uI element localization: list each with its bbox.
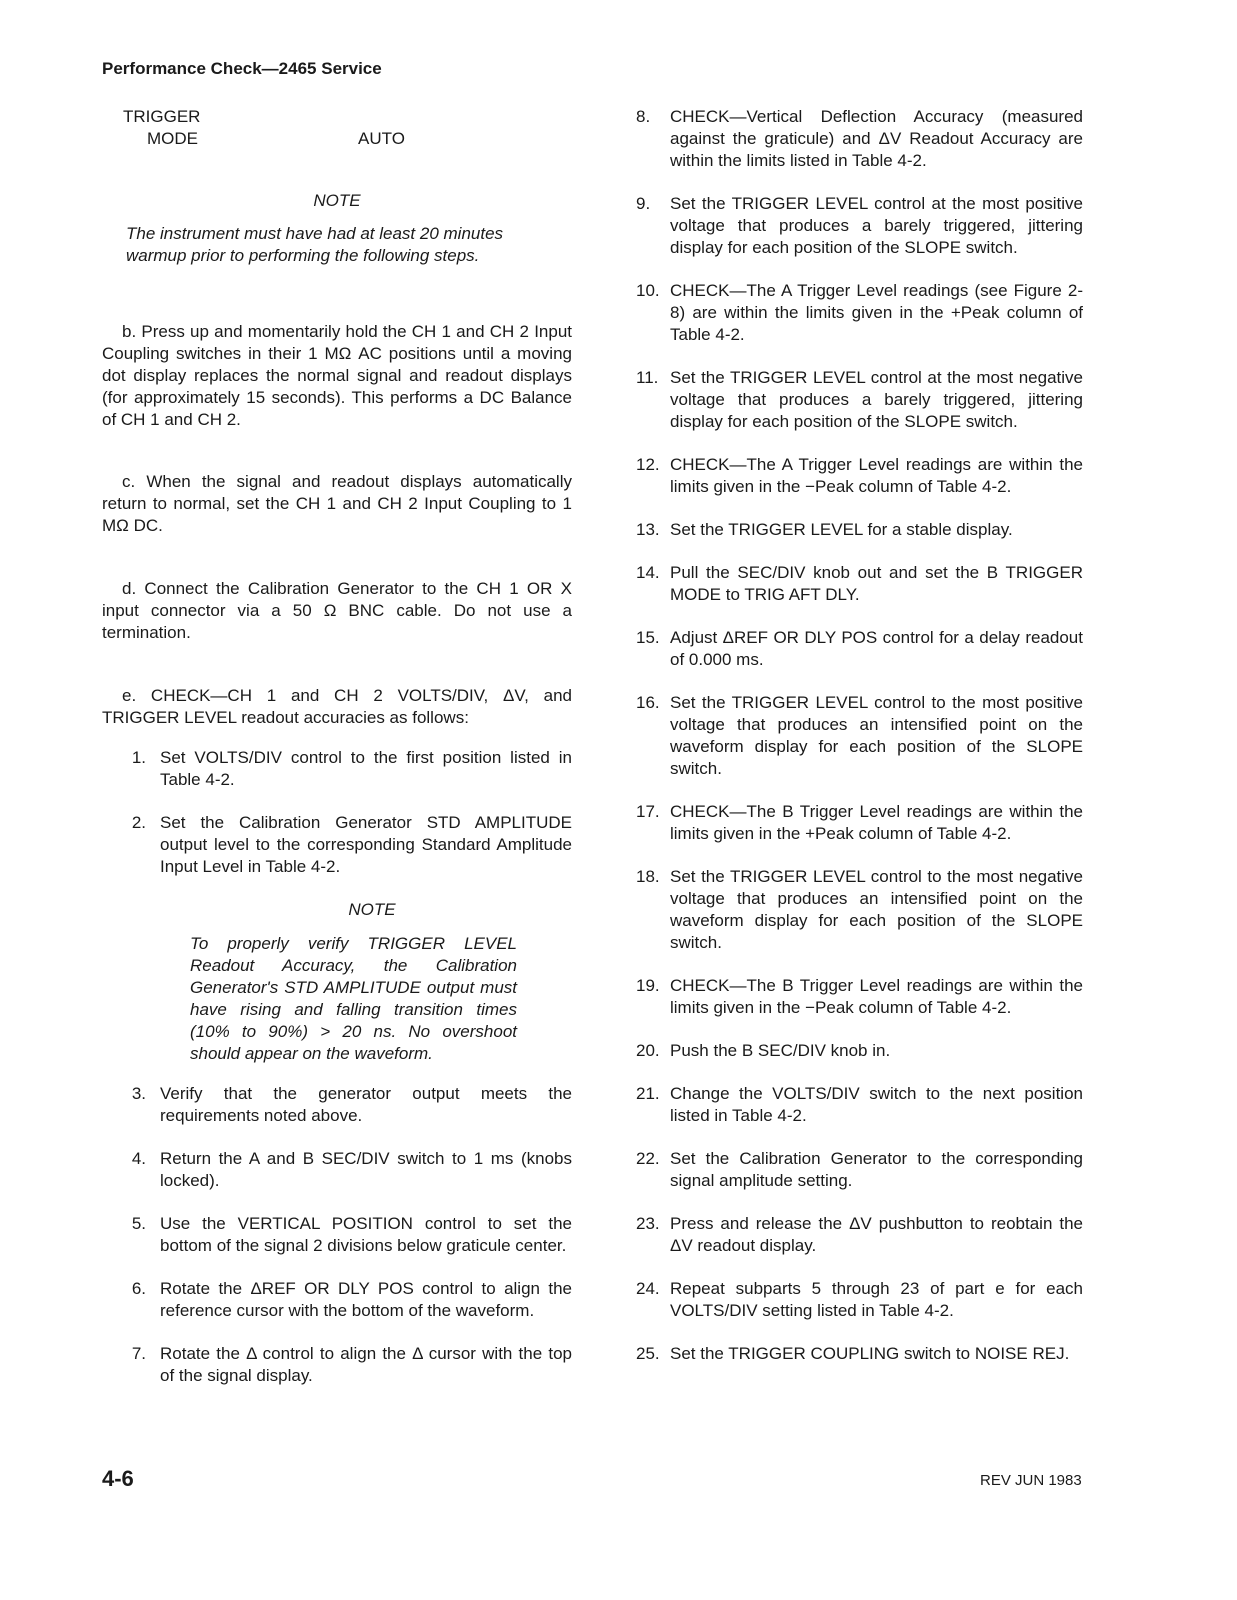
trigger-label: TRIGGER: [123, 107, 201, 126]
step-item: [636, 367, 1083, 433]
step-text: Press and release the ΔV pushbutton to reobtain the ΔV readout display.: [670, 1214, 1083, 1255]
step-text: Set the TRIGGER COUPLING switch to NOISE REJ.: [670, 1344, 1070, 1363]
step-item: [636, 1148, 1083, 1192]
step-text: Set the TRIGGER LEVEL control at the most negative voltage that produces a barely triggered, jittering display for each position of the SLOPE switch.: [670, 368, 1083, 431]
left-steps-list: [102, 747, 572, 1387]
step-number: 17.: [636, 802, 660, 821]
step-item: [636, 106, 1083, 172]
step-item: [636, 280, 1083, 346]
step-number: 3.: [131, 1084, 146, 1103]
running-header: Performance Check—2465 Service: [102, 59, 382, 78]
step-text: Rotate the ΔREF OR DLY POS control to align the reference cursor with the bottom of the waveform.: [160, 1279, 572, 1320]
step-text: CHECK—The B Trigger Level readings are within the limits given in the +Peak column of Table 4-2.: [670, 802, 1083, 843]
step-number: 25.: [636, 1344, 660, 1363]
step-item: [636, 562, 1083, 606]
step-item: [636, 1343, 1083, 1365]
step-text: Rotate the Δ control to align the Δ cursor with the top of the signal display.: [160, 1344, 572, 1385]
step-number: 1.: [131, 748, 146, 767]
step-number: 20.: [636, 1041, 660, 1060]
step-item: [102, 1213, 572, 1257]
step-text: Change the VOLTS/DIV switch to the next position listed in Table 4-2.: [670, 1084, 1083, 1125]
step-item: [636, 627, 1083, 671]
step-text: Set the Calibration Generator STD AMPLITUDE output level to the corresponding Standard Amplitude Input Level in Table 4-2.: [160, 813, 572, 876]
step-text: Set the TRIGGER LEVEL control to the most negative voltage that produces an intensified point on the waveform display for each position of the SLOPE switch.: [670, 867, 1083, 952]
step-item: [636, 1213, 1083, 1257]
step-text: Set the Calibration Generator to the corresponding signal amplitude setting.: [670, 1149, 1083, 1190]
paragraph-e: e. CHECK—CH 1 and CH 2 VOLTS/DIV, ΔV, and TRIGGER LEVEL readout accuracies as follows:: [102, 686, 572, 727]
step-number: 11.: [636, 368, 659, 387]
mode-value: AUTO: [358, 129, 405, 148]
step-item: [636, 454, 1083, 498]
step-number: 19.: [636, 976, 660, 995]
page-number: 4-6: [102, 1466, 134, 1491]
step-text: Set VOLTS/DIV control to the first position listed in Table 4-2.: [160, 748, 572, 789]
step-item: [636, 866, 1083, 954]
step-number: 7.: [131, 1344, 146, 1363]
step-text: Set the TRIGGER LEVEL for a stable display.: [670, 520, 1013, 539]
step-number: 10.: [636, 281, 660, 300]
right-column: [636, 106, 1083, 1386]
step-number: 14.: [636, 563, 660, 582]
note-title: NOTE: [348, 900, 396, 919]
step-item: [102, 1343, 572, 1387]
mode-label: MODE: [147, 129, 198, 148]
step-item: [636, 1278, 1083, 1322]
step-item: [102, 747, 572, 791]
step-number: 13.: [636, 520, 660, 539]
step-text: Repeat subparts 5 through 23 of part e for each VOLTS/DIV setting listed in Table 4-2.: [670, 1279, 1083, 1320]
step-number: 22.: [636, 1149, 660, 1168]
step-text: Adjust ΔREF OR DLY POS control for a delay readout of 0.000 ms.: [670, 628, 1083, 669]
step-number: 6.: [131, 1279, 146, 1298]
step-item: [636, 519, 1083, 541]
step-item: [102, 812, 572, 878]
step-text: Push the B SEC/DIV knob in.: [670, 1041, 891, 1060]
step-item: [102, 1278, 572, 1322]
trigger-level-note: [102, 899, 572, 1065]
note-body: To properly verify TRIGGER LEVEL Readout Accuracy, the Calibration Generator's STD AMPLITUDE output must have rising and falling transition times (10% to 90%) > 20 ns. No overshoot should appear on the waveform.: [190, 934, 517, 1063]
paragraph-c: c. When the signal and readout displays automatically return to normal, set the CH 1 and CH 2 Input Coupling to 1 MΩ DC.: [102, 472, 572, 535]
step-number: 24.: [636, 1279, 660, 1298]
revision-date: REV JUN 1983: [980, 1472, 1082, 1489]
step-number: 9.: [636, 194, 651, 213]
step-item: [102, 1083, 572, 1127]
step-number: 23.: [636, 1214, 660, 1233]
step-number: 5.: [131, 1214, 146, 1233]
step-text: Set the TRIGGER LEVEL control to the most positive voltage that produces an intensified point on the waveform display for each position of the SLOPE switch.: [670, 693, 1083, 778]
step-item: [636, 193, 1083, 259]
step-text: CHECK—The A Trigger Level readings are within the limits given in the −Peak column of Table 4-2.: [670, 455, 1083, 496]
step-text: CHECK—The A Trigger Level readings (see Figure 2-8) are within the limits given in the +Peak column of Table 4-2.: [670, 281, 1083, 344]
step-text: Verify that the generator output meets the requirements noted above.: [160, 1084, 572, 1125]
step-number: 16.: [636, 693, 660, 712]
step-item: [636, 1040, 1083, 1062]
step-text: Set the TRIGGER LEVEL control at the most positive voltage that produces a barely triggered, jittering display for each position of the SLOPE switch.: [670, 194, 1083, 257]
step-number: 21.: [636, 1084, 660, 1103]
step-item: [636, 975, 1083, 1019]
step-number: 4.: [131, 1149, 146, 1168]
step-item: [636, 801, 1083, 845]
step-text: CHECK—Vertical Deflection Accuracy (measured against the graticule) and ΔV Readout Accuracy are within the limits listed in Table 4-2.: [670, 107, 1083, 170]
note-body: The instrument must have had at least 20 minutes warmup prior to performing the following steps.: [126, 224, 504, 265]
step-text: Use the VERTICAL POSITION control to set the bottom of the signal 2 divisions below graticule center.: [160, 1214, 572, 1255]
step-text: CHECK—The B Trigger Level readings are within the limits given in the −Peak column of Table 4-2.: [670, 976, 1083, 1017]
paragraph-b: b. Press up and momentarily hold the CH 1 and CH 2 Input Coupling switches in their 1 MΩ AC positions until a moving dot display replaces the normal signal and readout displays (for approximately 15 seconds). This performs a DC Balance of CH 1 and CH 2.: [102, 322, 572, 429]
step-number: 2.: [131, 813, 146, 832]
step-text: Pull the SEC/DIV knob out and set the B TRIGGER MODE to TRIG AFT DLY.: [670, 563, 1083, 604]
step-item: [102, 1148, 572, 1192]
step-number: 8.: [636, 107, 651, 126]
left-column: [102, 106, 572, 1408]
step-number: 15.: [636, 628, 660, 647]
note-title: NOTE: [313, 191, 361, 210]
step-text: Return the A and B SEC/DIV switch to 1 ms (knobs locked).: [160, 1149, 572, 1190]
warmup-note: [102, 190, 572, 267]
step-number: 18.: [636, 867, 660, 886]
paragraph-d: d. Connect the Calibration Generator to the CH 1 OR X input connector via a 50 Ω BNC cable. Do not use a termination.: [102, 579, 572, 642]
step-number: 12.: [636, 455, 660, 474]
trigger-mode-setting: [123, 106, 572, 156]
step-item: [636, 1083, 1083, 1127]
step-item: [636, 692, 1083, 780]
